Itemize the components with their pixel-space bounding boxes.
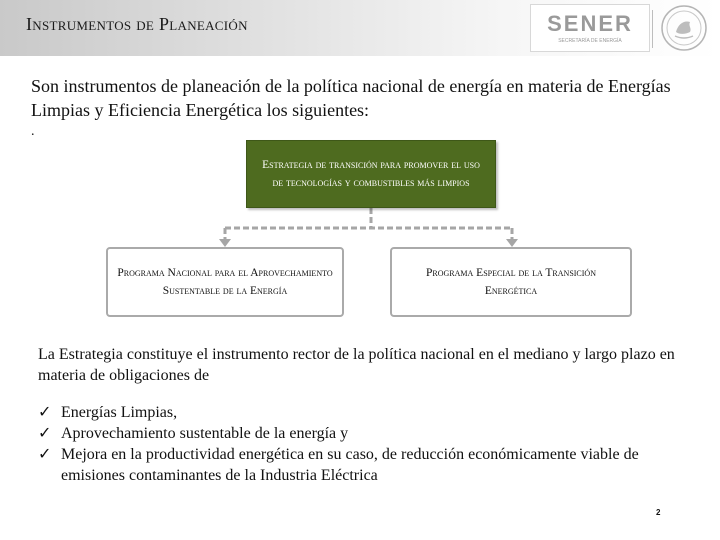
check-icon: ✓ (38, 404, 52, 421)
page-title: Instrumentos de Planeación (26, 14, 248, 34)
strategy-box (246, 140, 496, 208)
pronase-box (106, 247, 344, 317)
intro-dot: . (31, 124, 35, 139)
pete-box (390, 247, 632, 317)
check-icon: ✓ (38, 425, 52, 442)
list-item (38, 444, 698, 486)
intro-paragraph: Son instrumentos de planeación de la política nacional de energía en materia de Energías Limpias y Eficiencia Energética los siguientes: (31, 76, 671, 120)
page-number: 2 (656, 508, 661, 517)
list-item (38, 402, 698, 423)
pete-box-label: Programa Especial de la Transición Energética (426, 267, 596, 297)
body-paragraph: La Estrategia constituye el instrumento rector de la política nacional en el mediano y largo plazo en materia de obligaciones de (38, 346, 675, 384)
sener-logo-subtext: SECRETARÍA DE ENERGÍA (558, 38, 622, 44)
pronase-box-label: Programa Nacional para el Aprovechamiento Sustentable de la Energía (117, 267, 333, 297)
list-item (38, 423, 698, 444)
sener-logo-text: SENER (547, 11, 633, 36)
checklist (38, 402, 698, 486)
arrow-left-icon (219, 239, 231, 247)
check-icon: ✓ (38, 446, 52, 463)
list-item-text: Energías Limpias, (61, 404, 178, 421)
list-item-text: Mejora en la productividad energética en su caso, de reducción económicamente viable de emisiones contaminantes de la Industria Eléctrica (61, 446, 639, 484)
list-item-text: Aprovechamiento sustentable de la energía y (61, 425, 349, 442)
arrow-right-icon (506, 239, 518, 247)
strategy-box-label: Estrategia de transición para promover el uso de tecnologías y combustibles más limpios (262, 159, 480, 189)
